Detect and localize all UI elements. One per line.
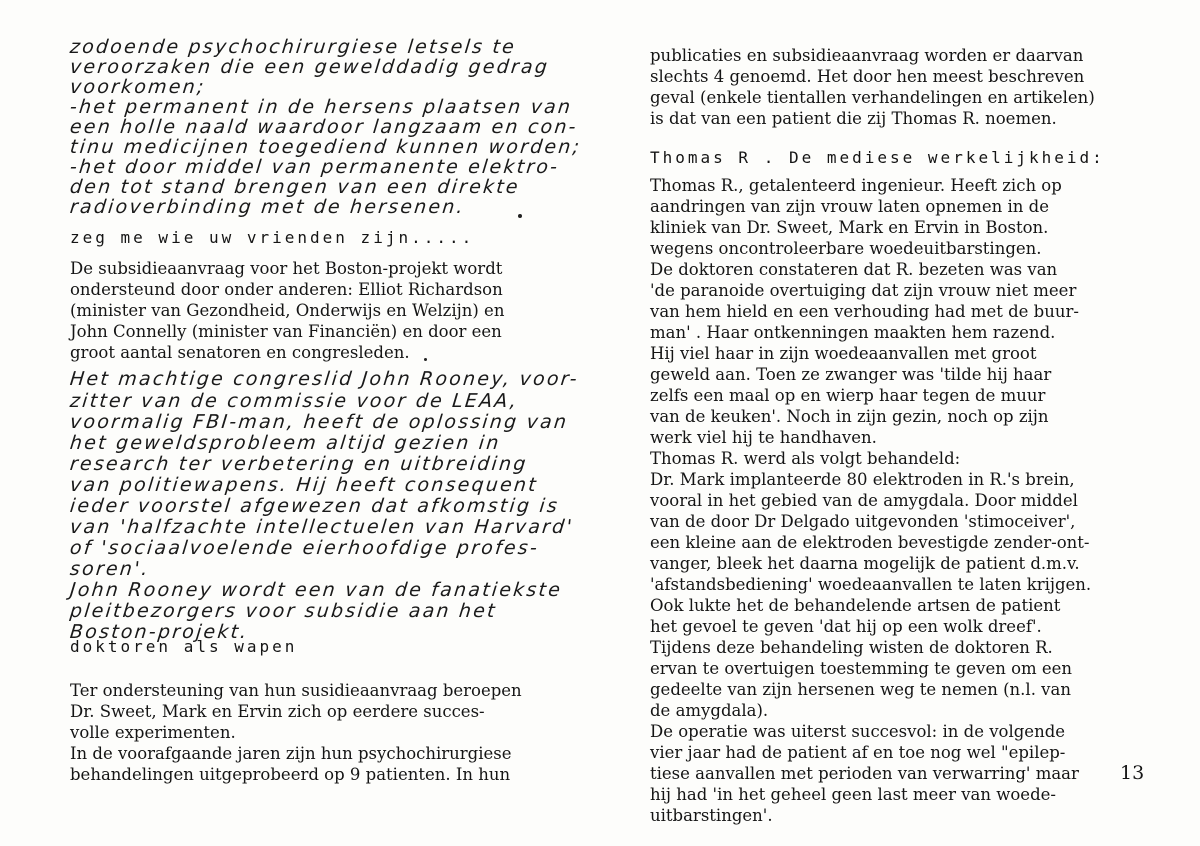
body-line: Thomas R. werd als volgt behandeld:	[650, 449, 961, 468]
handwritten-line: den tot stand brengen van een direkte	[68, 176, 521, 198]
handwritten-line: voorkomen;	[68, 76, 207, 98]
body-line: publicaties en subsidieaanvraag worden er daarvan	[650, 46, 1084, 65]
body-line: groot aantal senatoren en congresleden.	[70, 343, 410, 362]
body-line: De operatie was uiterst succesvol: in de volgende	[650, 722, 1066, 741]
body-line: slechts 4 genoemd. Het door hen meest beschreven	[650, 67, 1085, 86]
handwritten-line: zodoende psychochirurgiese letsels te	[68, 36, 518, 58]
handwritten-line: of 'sociaalvoelende eierhoofdige profes-	[68, 537, 541, 559]
body-line: John Connelly (minister van Financiën) en door een	[70, 322, 502, 341]
handwritten-line: -het permanent in de hersens plaatsen van	[68, 96, 574, 118]
handwritten-line: John Rooney wordt een van de fanatiekste	[68, 579, 564, 601]
handwritten-line: het geweldsprobleem altijd gezien in	[68, 432, 502, 454]
body-line: aandringen van zijn vrouw laten opnemen in de	[650, 197, 1050, 216]
body-line: de amygdala).	[650, 701, 769, 720]
handwritten-line: voormalig FBI-man, heeft de oplossing van	[68, 411, 570, 433]
body-line: een kleine aan de elektroden bevestigde zender-ont-	[650, 533, 1090, 552]
handwritten-line: Boston-projekt.	[68, 621, 250, 643]
body-line: Ook lukte het de behandelende artsen de patient	[650, 596, 1061, 615]
handwritten-line: soren'.	[68, 558, 151, 580]
body-line: vooral in het gebied van de amygdala. Door middel	[650, 491, 1078, 510]
body-line: 'afstandsbediening' woedeaanvallen te laten krijgen.	[650, 575, 1092, 594]
ink-speck	[518, 214, 522, 218]
handwritten-line: van 'halfzachte intellectuelen van Harvard'	[68, 516, 576, 538]
body-line: geval (enkele tientallen verhandelingen en artikelen)	[650, 88, 1095, 107]
body-line: In de voorafgaande jaren zijn hun psychochirurgiese	[70, 744, 512, 763]
body-line: behandelingen uitgeprobeerd op 9 patienten. In hun	[70, 765, 511, 784]
body-line: volle experimenten.	[70, 723, 236, 742]
body-line: gedeelte van zijn hersenen weg te nemen (n.l. van	[650, 680, 1071, 699]
body-line: uitbarstingen'.	[650, 806, 773, 825]
body-line: wegens oncontroleerbare woedeuitbarstingen.	[650, 239, 1042, 258]
body-line: 'de paranoide overtuiging dat zijn vrouw niet meer	[650, 281, 1077, 300]
body-line: hij had 'in het geheel geen last meer van woede-	[650, 785, 1056, 804]
handwritten-line: tinu medicijnen toegediend kunnen worden;	[68, 136, 583, 158]
body-line: kliniek van Dr. Sweet, Mark en Ervin in Boston.	[650, 218, 1049, 237]
body-line: van de keuken'. Noch in zijn gezin, noch op zijn	[650, 407, 1049, 426]
handwritten-line: van politiewapens. Hij heeft consequent	[68, 474, 540, 496]
body-line: is dat van een patient die zij Thomas R. noemen.	[650, 109, 1057, 128]
body-line: van hem hield en een verhouding had met de buur-	[650, 302, 1079, 321]
body-line: zelfs een maal op en wierp haar tegen de muur	[650, 386, 1046, 405]
body-line: Tijdens deze behandeling wisten de doktoren R.	[650, 638, 1053, 657]
handwritten-line: veroorzaken die een gewelddadig gedrag	[68, 56, 551, 78]
page-number: 13	[1120, 762, 1145, 784]
body-line: Dr. Mark implanteerde 80 elektroden in R.'s brein,	[650, 470, 1075, 489]
body-line: werk viel hij te handhaven.	[650, 428, 877, 447]
body-line: ondersteund door onder anderen: Elliot Richardson	[70, 280, 503, 299]
handwritten-line: -het door middel van permanente elektro-	[68, 156, 561, 178]
body-line: Hij viel haar in zijn woedeaanvallen met groot	[650, 344, 1037, 363]
ink-speck	[424, 358, 427, 361]
body-line: het gevoel te geven 'dat hij op een wolk dreef'.	[650, 617, 1042, 636]
handwritten-line: research ter verbetering en uitbreiding	[68, 453, 529, 475]
handwritten-line: zitter van de commissie voor de LEAA,	[68, 390, 520, 412]
handwritten-line: een holle naald waardoor langzaam en con-	[68, 116, 579, 138]
body-line: vanger, bleek het daarna mogelijk de patient d.m.v.	[650, 554, 1080, 573]
right-page	[600, 0, 1200, 846]
body-line: tiese aanvallen met perioden van verwarring' maar	[650, 764, 1079, 783]
body-line: Dr. Sweet, Mark en Ervin zich op eerdere succes-	[70, 702, 485, 721]
body-line: Ter ondersteuning van hun susidieaanvraag beroepen	[70, 681, 522, 700]
body-line: De doktoren constateren dat R. bezeten was van	[650, 260, 1058, 279]
section-heading: zeg me wie uw vrienden zijn.....	[70, 228, 475, 247]
handwritten-line: pleitbezorgers voor subsidie aan het	[68, 600, 498, 622]
body-line: ervan te overtuigen toestemming te geven om een	[650, 659, 1073, 678]
body-line: vier jaar had de patient af en toe nog wel "epilep-	[650, 743, 1066, 762]
handwritten-line: ieder voorstel afgewezen dat afkomstig is	[68, 495, 561, 517]
section-heading: Thomas R . De mediese werkelijkheid:	[650, 148, 1105, 167]
body-line: geweld aan. Toen ze zwanger was 'tilde hij haar	[650, 365, 1052, 384]
handwritten-line: Het machtige congreslid John Rooney, voor-	[68, 368, 580, 390]
body-line: De subsidieaanvraag voor het Boston-projekt wordt	[70, 259, 503, 278]
body-line: man' . Haar ontkenningen maakten hem razend.	[650, 323, 1056, 342]
section-heading: doktoren als wapen	[70, 637, 298, 656]
body-line: Thomas R., getalenteerd ingenieur. Heeft zich op	[650, 176, 1062, 195]
body-line: (minister van Gezondheid, Onderwijs en Welzijn) en	[70, 301, 505, 320]
body-line: van de door Dr Delgado uitgevonden 'stimoceiver',	[650, 512, 1076, 531]
handwritten-line: radioverbinding met de hersenen.	[68, 196, 467, 218]
